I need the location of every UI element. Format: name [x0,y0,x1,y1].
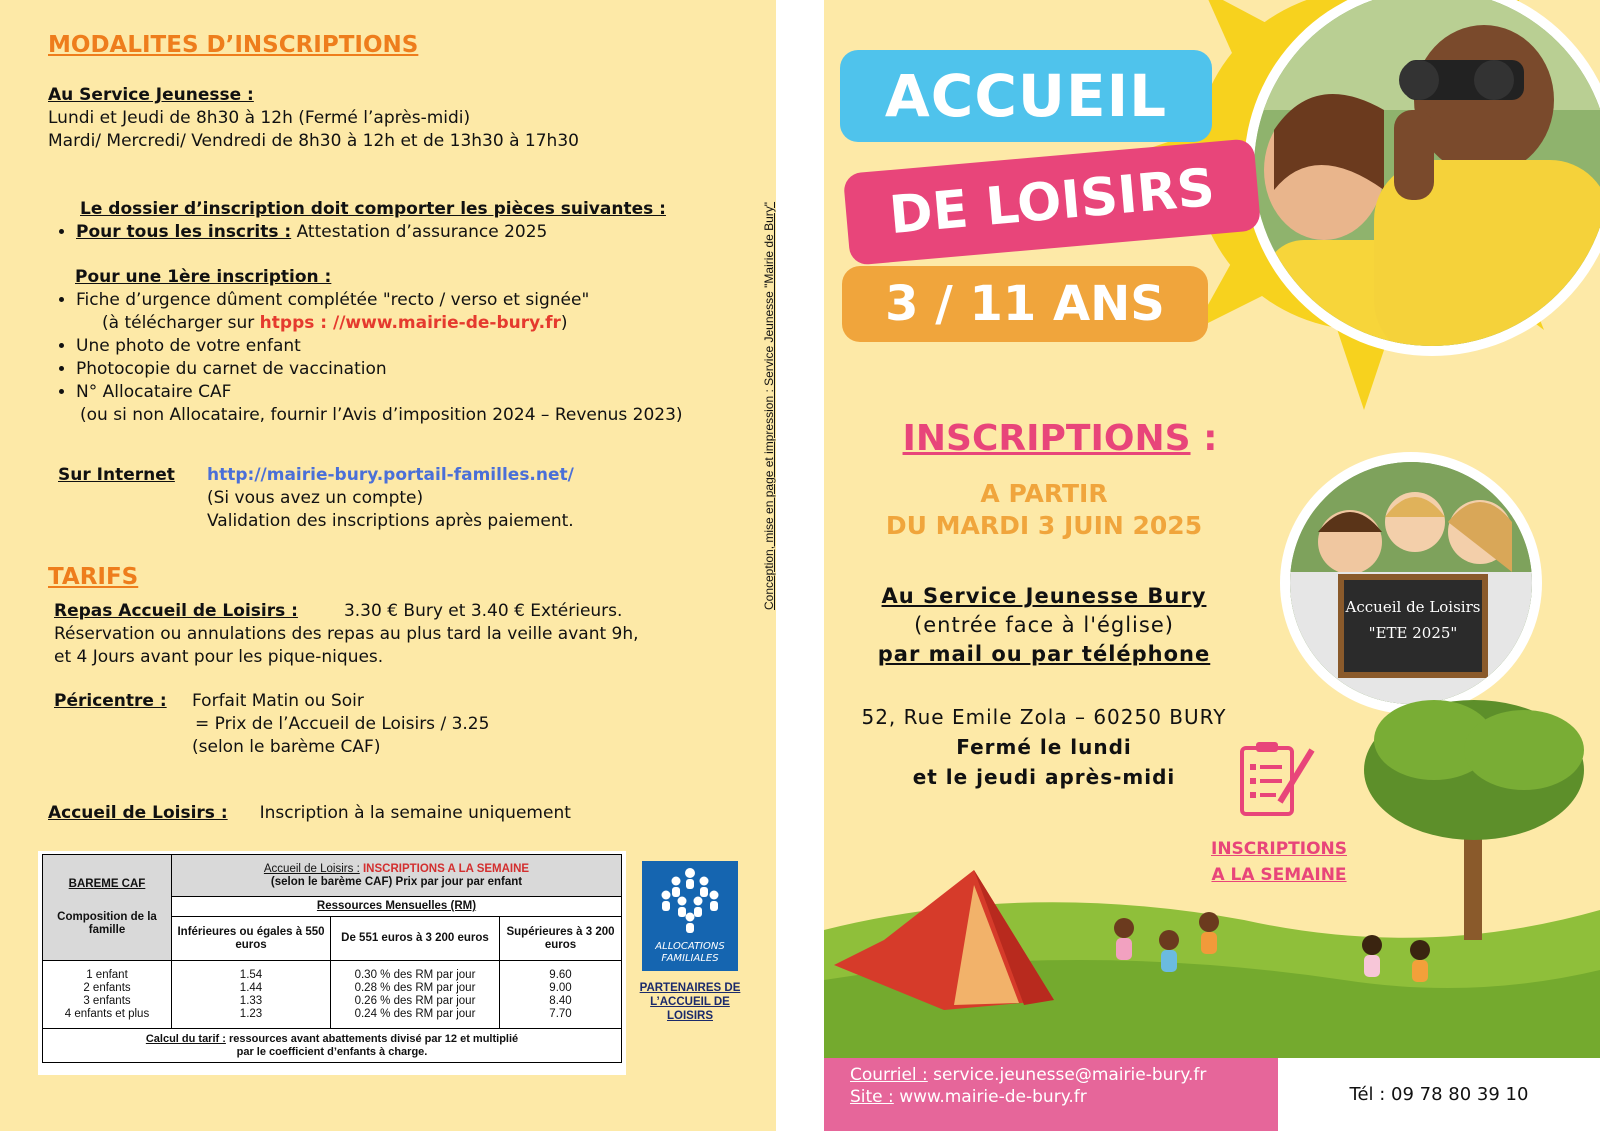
tarifs-title: TARIFS [48,564,139,590]
low-cell [172,961,331,1029]
partners-label: PARTENAIRES DE L’ACCUEIL DE LOISIRS [639,982,741,1022]
list-item-tous [76,221,748,244]
header-sub: (selon le barème CAF) Prix par jour par enfant [270,875,523,888]
fiche-download-prefix: (à télécharger sur [102,313,260,333]
caf-logo-line-1: ALLOCATIONS [655,941,725,952]
accueil-text: Inscription à la semaine uniquement [259,803,571,823]
dossier-heading: Le dossier d’inscription doit comporter les pièces suivantes : [80,199,666,219]
families-cell [43,961,172,1029]
bareme-table [42,854,622,1063]
calc-cell [43,1029,622,1063]
footer-phone-band [1278,1058,1600,1131]
title-de-loisirs: DE LOISIRS [843,138,1261,266]
page-gutter [776,0,824,1131]
table-main-header [172,855,622,897]
fiche-download-suffix: ) [560,313,568,333]
footer-contact-band [824,1058,1278,1131]
mid-row-1: 0.30 % des RM par jour [354,968,476,981]
address: 52, Rue Emile Zola – 60250 BURY [861,705,1227,729]
bareme-label: BAREME CAF [68,878,146,890]
title-age-range: 3 / 11 ANS [842,266,1208,342]
title-accueil: ACCUEIL [840,50,1212,142]
site-link[interactable]: www.mairie-de-bury.fr [899,1087,1087,1107]
children-binoculars-photo [1254,0,1600,346]
composition-label: Composition de la famille [57,911,157,936]
family-row-2: 2 enfants [83,981,131,994]
weekly-line-1: INSCRIPTIONS [1211,839,1347,859]
weekly-line-2: A LA SEMAINE [1211,865,1347,885]
tous-label: Pour tous les inscrits : [76,222,292,242]
calc-text: ressources avant abattements divisé par 12 et multiplié [228,1032,519,1045]
high-row-4: 7.70 [549,1007,572,1020]
internet-note-1: (Si vous avez un compte) [207,488,424,508]
high-cell [500,961,622,1029]
opening-date [844,478,1244,542]
caf-family-icon [642,861,738,937]
hours-line-1: Lundi et Jeudi de 8h30 à 12h (Fermé l’après-midi) [48,108,471,128]
tous-text: Attestation d’assurance 2025 [296,222,548,242]
accueil-label: Accueil de Loisirs : [48,803,228,823]
chalk-line-2: "ETE 2025" [1368,624,1458,642]
family-row-3: 3 enfants [83,994,131,1007]
caf-note: (ou si non Allocataire, fournir l’Avis d’imposition 2024 – Revenus 2023) [80,405,683,425]
header-red: INSCRIPTIONS A LA SEMAINE [362,862,530,875]
pericentre-line-3: (selon le barème CAF) [192,737,381,757]
family-row-4: 4 enfants et plus [64,1007,150,1020]
internet-label: Sur Internet [58,465,175,485]
col-header-low: Inférieures ou égales à 550 euros [172,917,331,961]
col-header-mid: De 551 euros à 3 200 euros [331,917,500,961]
service-block [844,582,1244,669]
hours-line-2: Mardi/ Mercredi/ Vendredi de 8h30 à 12h et de 13h30 à 17h30 [48,131,579,151]
mid-row-2: 0.28 % des RM par jour [354,981,476,994]
high-row-1: 9.60 [549,968,572,981]
service-entrance: (entrée face à l'église) [914,613,1174,637]
pericentre-line-1: Forfait Matin ou Soir [192,691,364,711]
inscriptions-heading [890,418,1230,459]
binoculars-scene [1254,0,1600,346]
repas-line-2: Réservation ou annulations des repas au plus tard la veille avant 9h, [54,624,639,644]
family-row-1: 1 enfant [86,968,128,981]
date-line-2: DU MARDI 3 JUIN 2025 [885,511,1203,540]
high-row-3: 8.40 [549,994,572,1007]
caf-logo-line-2: FAMILIALES [661,953,719,964]
col-header-high: Supérieures à 3 200 euros [500,917,622,961]
portail-familles-link[interactable]: http://mairie-bury.portail-familles.net/ [207,465,574,485]
repas-line-3: et 4 Jours avant pour les pique-niques. [54,647,384,667]
closed-line-2: et le jeudi après-midi [912,765,1176,789]
low-row-1: 1.54 [239,968,263,981]
left-page [0,0,776,1131]
premiere-heading: Pour une 1ère inscription : [75,267,332,287]
high-row-2: 9.00 [549,981,572,994]
bareme-table-card [38,851,626,1075]
modalites-title: MODALITES D’INSCRIPTIONS [48,32,419,58]
site-label: Site : [850,1087,894,1107]
mid-cell [331,961,500,1029]
email-label: Courriel : [850,1065,928,1085]
camping-landscape [824,660,1600,1060]
low-row-3: 1.33 [239,994,263,1007]
repas-price: 3.30 € Bury et 3.40 € Extérieurs. [343,601,623,621]
mid-row-3: 0.26 % des RM par jour [354,994,476,1007]
list-item-photo: • Une photo de votre enfant [76,335,748,358]
calc-label: Calcul du tarif : [145,1032,226,1045]
list-item-vaccin: • Photocopie du carnet de vaccination [76,358,748,381]
low-row-2: 1.44 [239,981,263,994]
internet-note-2: Validation des inscriptions après paiement. [207,511,574,531]
closed-line-1: Fermé le lundi [956,735,1132,759]
calc-text-2: par le coefficient d’enfants à charge. [236,1045,428,1058]
header-prefix: Accueil de Loisirs : [263,862,360,875]
chalk-line-1: Accueil de Loisirs [1345,598,1481,616]
caf-logo [642,861,738,971]
inscriptions-colon: : [1203,418,1218,459]
email-link[interactable]: service.jeunesse@mairie-bury.fr [933,1065,1207,1085]
mairie-url-link[interactable]: htpps : //www.mairie-de-bury.fr [259,313,561,333]
fiche-text: Fiche d’urgence dûment complétée "recto / verso et signée" [76,290,590,310]
date-line-1: A PARTIR [980,479,1108,508]
vertical-credit: Conception, mise en page et impression : Service Jeunesse "Mairie de Bury" [762,201,776,610]
service-name: Au Service Jeunesse Bury [881,584,1207,608]
mid-row-4: 0.24 % des RM par jour [354,1007,476,1020]
pericentre-line-2: = Prix de l’Accueil de Loisirs / 3.25 [195,714,490,734]
list-item-fiche [76,289,748,335]
inscriptions-word: INSCRIPTIONS [902,418,1191,459]
ressources-header: Ressources Mensuelles (RM) [172,897,622,917]
service-contact: par mail ou par téléphone [877,642,1211,666]
low-row-4: 1.23 [239,1007,263,1020]
pericentre-label: Péricentre : [54,691,167,711]
footer-contacts [850,1064,1206,1108]
phone-number: Tél : 09 78 80 39 10 [1349,1084,1529,1105]
right-page [824,0,1600,1131]
repas-label: Repas Accueil de Loisirs : [54,601,298,621]
bareme-header-cell [43,855,172,961]
service-heading: Au Service Jeunesse : [48,85,254,105]
list-item-caf: • N° Allocataire CAF [76,381,748,404]
